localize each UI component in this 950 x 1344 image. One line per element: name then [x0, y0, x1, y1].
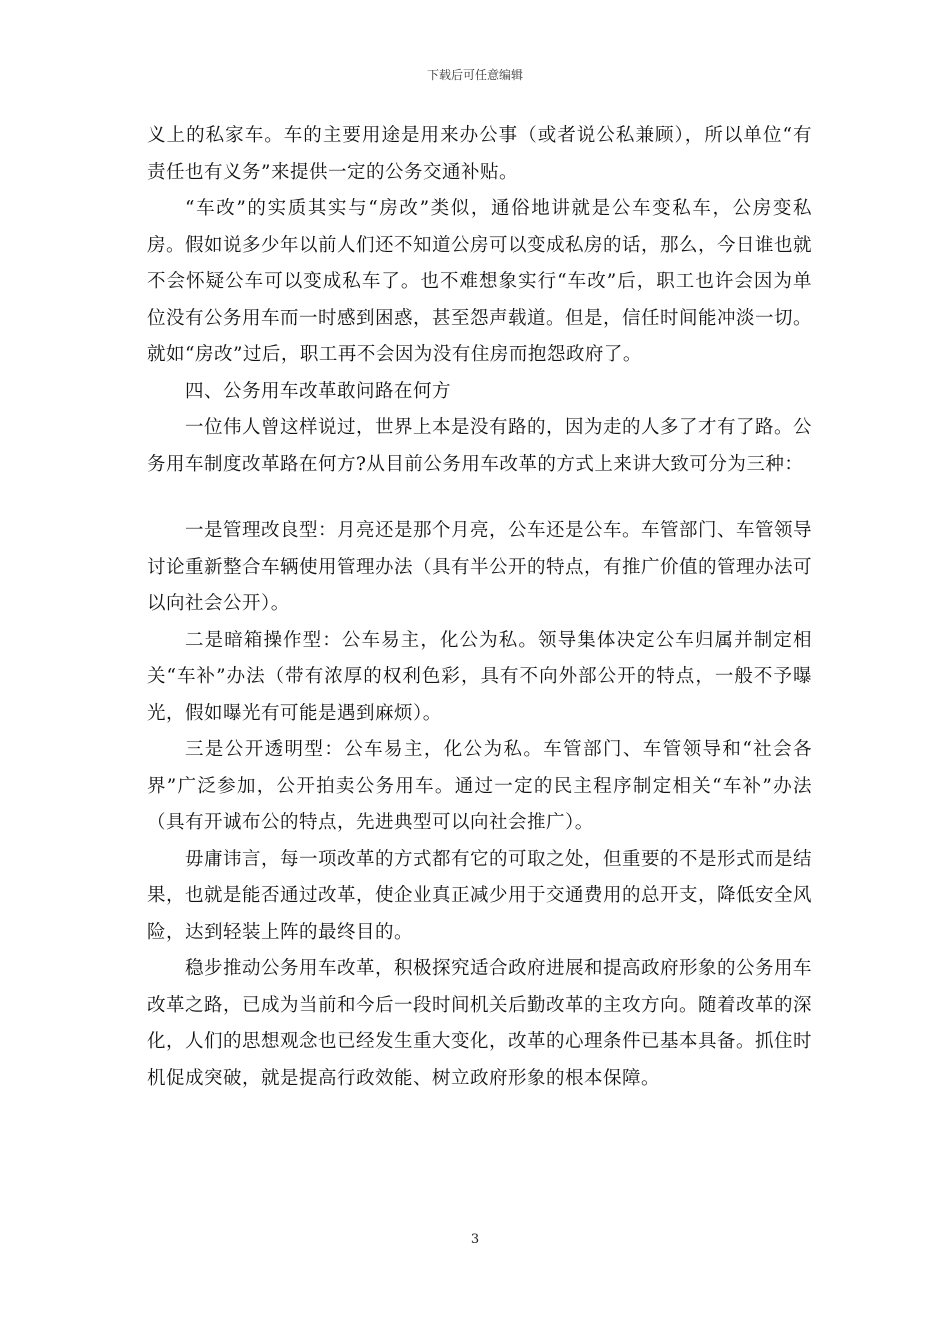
paragraph-type-one: 一是管理改良型：月亮还是那个月亮，公车还是公车。车管部门、车管领导讨论重新整合车辆使用管理办法（具有半公开的特点，有推广价值的管理办法可以向社会公开）。: [147, 520, 813, 614]
paragraph-assessment: 毋庸讳言，每一项改革的方式都有它的可取之处，但重要的不是形式而是结果，也就是能否通过改革，使企业真正减少用于交通费用的总开支，降低安全风险，达到轻装上阵的最终目的。: [147, 848, 813, 943]
paragraph-car-reform-essence: “车改”的实质其实与“房改”类似，通俗地讲就是公车变私车，公房变私房。假如说多少年以前人们还不知道公房可以变成私房的话，那么，今日谁也就不会怀疑公车可以变成私车了。也不难想象实行“车改”后，职工也许会因为单位没有公务用车而一时感到困惑，甚至怨声载道。但是，信任时间能冲淡一切。就如“房改”过后，职工再不会因为没有住房而抱怨政府了。: [147, 198, 813, 365]
paragraph-gap: [147, 483, 812, 513]
paragraph-continuation: 义上的私家车。车的主要用途是用来办公事（或者说公私兼顾），所以单位“有责任也有义务”来提供一定的公务交通补贴。: [147, 125, 812, 183]
paragraph-type-two: 二是暗箱操作型：公车易主，化公为私。领导集体决定公车归属并制定相关“车补”办法（带有浓厚的权利色彩，具有不向外部公开的特点，一般不予曝光，假如曝光有可能是遇到麻烦）。: [147, 629, 812, 724]
page-number: 3: [470, 1232, 480, 1247]
section-heading-four: 四、公务用车改革敢问路在何方: [185, 380, 452, 402]
document-body: [147, 118, 812, 1097]
paragraph-conclusion: 稳步推动公务用车改革，积极探究适合政府进展和提高政府形象的公务用车改革之路，已成为当前和今后一段时间机关后勤改革的主攻方向。随着改革的深化，人们的思想观念也已经发生重大变化，改革的心理条件已基本具备。抓住时机促成突破，就是提高行政效能、树立政府形象的根本保障。: [147, 958, 813, 1089]
page-header: 下载后可任意编辑: [426, 68, 523, 82]
paragraph-type-three: 三是公开透明型：公车易主，化公为私。车管部门、车管领导和“社会各界”广泛参加，公开拍卖公务用车。通过一定的民主程序制定相关“车补”办法（具有开诚布公的特点，先进典型可以向社会推广）。: [147, 739, 812, 833]
paragraph-road-quote: 一位伟人曾这样说过，世界上本是没有路的，因为走的人多了才有了路。公务用车制度改革路在何方?从目前公务用车改革的方式上来讲大致可分为三种：: [147, 417, 813, 475]
